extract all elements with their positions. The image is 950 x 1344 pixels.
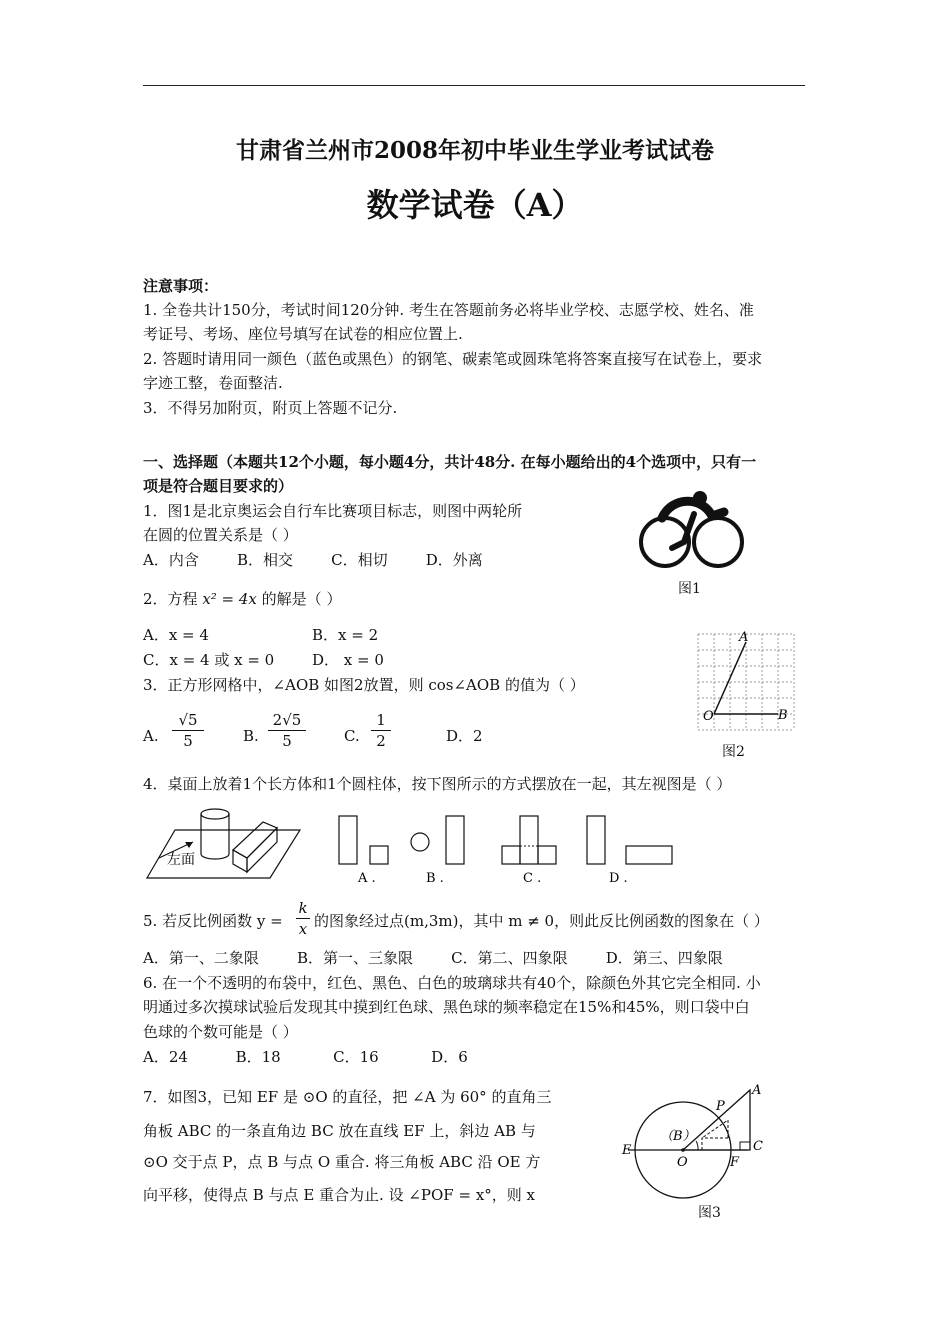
q5-fraction-denominator: x — [298, 920, 308, 938]
note-2a: 2. 答题时请用同一颜色（蓝色或黑色）的钢笔、碳素笔或圆珠笔将答案直接写在试卷上，要求 — [143, 350, 763, 368]
q4-option-d-figure — [587, 816, 672, 864]
dashed-triangle — [702, 1138, 728, 1150]
q2-option-b: B．x = 2 — [312, 626, 379, 644]
q7-line1: 7．如图3，已知 EF 是 ⊙O 的直径，把 ∠A 为 60° 的直角三 — [143, 1088, 552, 1106]
left-face-label: 左面 — [167, 852, 195, 868]
q7-line3: ⊙O 交于点 P，点 B 与点 O 重合. 将三角板 ABC 沿 OE 方 — [143, 1153, 541, 1171]
q3-option-d: D．2 — [446, 727, 483, 745]
cylinder-bottom — [201, 854, 229, 859]
q4-3d-figure — [145, 800, 310, 882]
q3-stem: 3．正方形网格中，∠AOB 如图2放置，则 cos∠AOB 的值为（ ） — [143, 676, 585, 694]
q1-line1: 1．图1是北京奥运会自行车比赛项目标志，则图中两轮所 — [143, 502, 523, 520]
section-heading-1: 一、选择题（本题共12个小题，每小题4分，共计48分. 在每小题给出的4个选项中，只有一 — [143, 453, 757, 471]
q3-option-a-label: A. — [143, 727, 159, 745]
cylinder-top — [201, 809, 229, 819]
q1-line2: 在圆的位置关系是（ ） — [143, 526, 298, 544]
section-heading-2: 项是符合题目要求的） — [143, 477, 294, 495]
grid-label-a: A — [739, 630, 749, 645]
exam-title: 甘肃省兰州市2008年初中毕业生学业考试试卷 — [235, 137, 714, 164]
q2-option-c: C．x = 4 或 x = 0 — [143, 651, 275, 669]
fig3-label-a: A — [752, 1083, 762, 1098]
fig3-label-b: （B） — [660, 1129, 696, 1144]
figure-2-caption: 图2 — [722, 744, 745, 760]
q2-option-d: D． x = 0 — [312, 651, 384, 669]
q1-options: A．内含 B．相交 C．相切 D．外离 — [143, 551, 483, 569]
q4-label-d: D . — [609, 871, 628, 886]
note-3: 3．不得另加附页，附页上答题不记分. — [143, 399, 398, 417]
q7-line2: 角板 ABC 的一条直角边 BC 放在直线 EF 上，斜边 AB 与 — [143, 1122, 536, 1140]
q5-fraction-numerator: k — [296, 898, 310, 919]
fig3-label-p: P — [716, 1099, 725, 1114]
fig3-label-o: O — [677, 1155, 688, 1170]
grid-figure-2 — [690, 628, 802, 738]
q2-stem-a: 2．方程 — [143, 590, 203, 608]
bicycle-icon — [632, 490, 747, 572]
q5-options: A．第一、二象限 B．第一、三象限 C．第二、四象限 D．第三、四象限 — [143, 949, 723, 967]
cuboid-top — [233, 822, 277, 858]
q6-line1: 6. 在一个不透明的布袋中，红色、黑色、白色的玻璃球共有40个，除颜色外其它完全相同. 小 — [143, 974, 761, 992]
notes-heading: 注意事项： — [143, 277, 219, 295]
q3-option-a-denominator: 5 — [183, 732, 193, 750]
q6-line2: 明通过多次摸球试验后发现其中摸到红色球、黑色球的频率稳定在15%和45%，则口袋中白 — [143, 998, 750, 1016]
q3-option-a-numerator: √5 — [172, 710, 204, 731]
q4-label-b: B . — [426, 871, 444, 886]
note-1a: 1. 全卷共计150分，考试时间120分钟. 考生在答题前务必将毕业学校、志愿学校、姓名、准 — [143, 301, 754, 319]
q3-option-b-numerator: 2√5 — [268, 710, 306, 731]
q3-option-c-numerator: 1 — [371, 710, 391, 731]
grid-label-o: O — [703, 709, 714, 724]
q2-stem-b: 的解是（ ） — [256, 590, 342, 608]
grid-label-b: B — [778, 708, 788, 723]
q4-label-c: C . — [523, 871, 542, 886]
q3-option-c-denominator: 2 — [376, 732, 386, 750]
figure-1-caption: 图1 — [678, 581, 701, 597]
q3-option-b-denominator: 5 — [282, 732, 292, 750]
note-2b: 字迹工整，卷面整洁. — [143, 374, 283, 392]
q4-option-a-figure — [339, 816, 388, 864]
q3-option-b-label: B. — [243, 727, 259, 745]
q5-stem-a: 5. 若反比例函数 y = — [143, 912, 283, 930]
q4-stem: 4．桌面上放着1个长方体和1个圆柱体，按下图所示的方式摆放在一起，其左视图是（ ） — [143, 775, 732, 793]
q3-option-c-label: C. — [344, 727, 360, 745]
fig3-label-f: F — [730, 1155, 740, 1170]
top-rule — [143, 85, 805, 86]
q5-stem-b: 的图象经过点(m,3m)，其中 m ≠ 0，则此反比例函数的图象在（ ） — [314, 912, 769, 930]
fig3-label-c: C — [753, 1139, 763, 1154]
q3-option-b-fraction — [268, 710, 306, 751]
exam-subtitle: 数学试卷（A） — [366, 186, 584, 224]
q7-line4: 向平移，使得点 B 与点 E 重合为止. 设 ∠POF = x°，则 x — [143, 1186, 536, 1204]
q2-option-a: A．x = 4 — [143, 626, 209, 644]
q4-option-b-figure — [411, 816, 464, 864]
q4-label-a: A . — [358, 871, 376, 886]
circle-figure-3 — [620, 1080, 770, 1205]
fig3-label-e: E — [622, 1143, 632, 1158]
right-angle-mark — [740, 1142, 750, 1150]
q2-equation: x² = 4x — [202, 590, 257, 608]
q3-option-a-fraction — [172, 710, 204, 751]
q4-options-figures — [330, 808, 710, 888]
q6-options: A．24 B．18 C．16 D．6 — [143, 1048, 468, 1066]
q6-line3: 色球的个数可能是（ ） — [143, 1023, 298, 1041]
q5-fraction — [296, 898, 310, 939]
q2-stem — [143, 587, 341, 611]
figure-3-caption: 图3 — [698, 1205, 721, 1221]
q3-option-c-fraction — [371, 710, 391, 751]
note-1b: 考证号、考场、座位号填写在试卷的相应位置上. — [143, 325, 463, 343]
q4-option-c-figure — [502, 816, 556, 864]
